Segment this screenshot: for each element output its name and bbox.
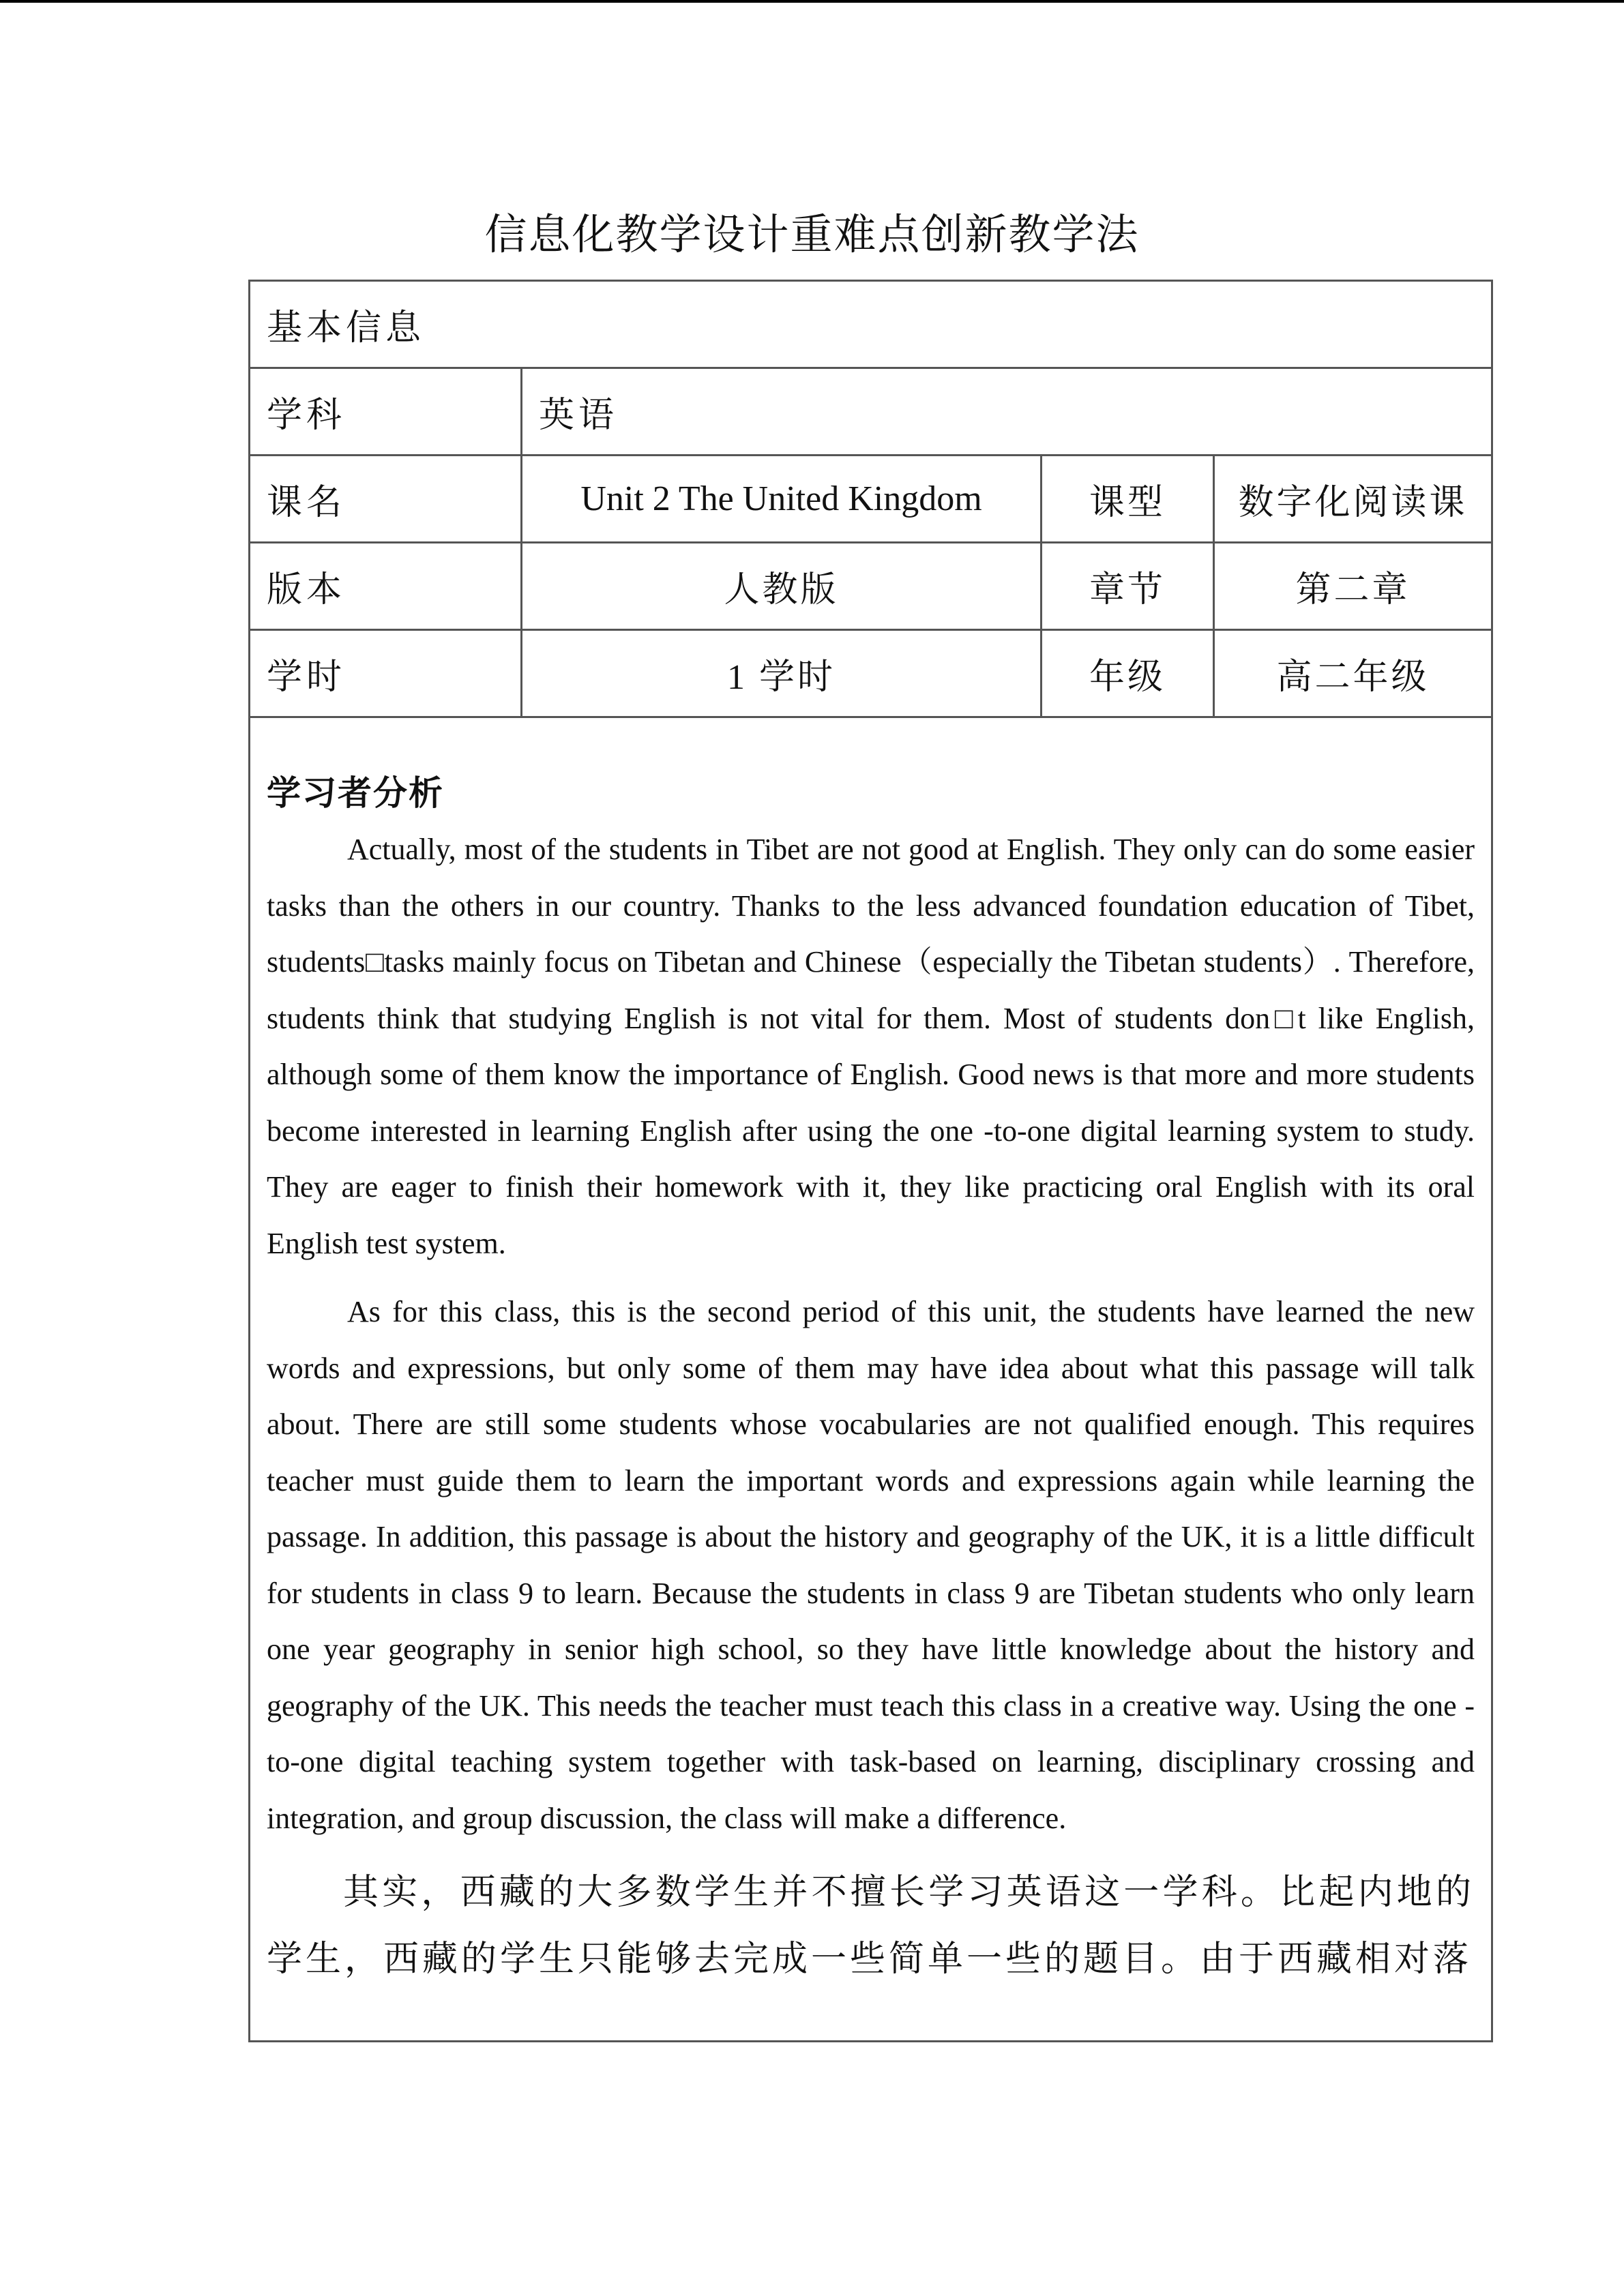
lesson-design-table — [248, 280, 1493, 2042]
hours-row — [250, 630, 1492, 717]
hours-value: 1 学时 — [522, 630, 1042, 717]
learner-analysis-cell — [250, 717, 1492, 2042]
analysis-paragraph-1: Actually, most of the students in Tibet are not good at English. They only can do some easier tasks than the others in our country. Thanks to the less advanced foundation education of Tibet, students□tasks mainly focus on Tibetan and Chinese（especially the Tibetan students）. Therefore, students think that studying English is not vital for them. Most of students don□t like English, although some of them know the importance of English. Good news is that more and more students become interested in learning English after using the one -to-one digital learning system to study. They are eager to finish their homework with it, they like practicing oral English with its oral English test system. — [267, 833, 1475, 1260]
type-value: 数字化阅读课 — [1214, 456, 1492, 543]
learner-analysis-title: 学习者分析 — [267, 773, 444, 813]
hours-label: 学时 — [250, 630, 522, 717]
course-value: Unit 2 The United Kingdom — [522, 456, 1042, 543]
course-label: 课名 — [250, 456, 522, 543]
grade-label: 年级 — [1042, 630, 1214, 717]
chapter-label: 章节 — [1042, 543, 1214, 630]
subject-row — [250, 368, 1492, 456]
course-row — [250, 456, 1492, 543]
basic-info-row — [250, 281, 1492, 368]
basic-info-header: 基本信息 — [250, 281, 1492, 368]
page-title: 信息化教学设计重难点创新教学法 — [484, 212, 1140, 258]
edition-label: 版本 — [250, 543, 522, 630]
edition-value: 人教版 — [522, 543, 1042, 630]
grade-value: 高二年级 — [1214, 630, 1492, 717]
top-border-line — [0, 0, 1624, 3]
analysis-paragraph-2: As for this class, this is the second period of this unit, the students have learned the new words and expressions, but only some of them may have idea about what this passage will talk about. There are still some students whose vocabularies are not qualified enough. This requires teacher must guide them to learn the important words and expressions again while learning the passage. In addition, this passage is about the history and geography of the UK, it is a little difficult for students in class 9 to learn. Because the students in class 9 are Tibetan students who only learn one year geography in senior high school, so they have little knowledge about the history and geography of the UK. This needs the teacher must teach this class in a creative way. Using the one -to-one digital teaching system together with task-based on learning, disciplinary crossing and integration, and group discussion, the class will make a difference. — [267, 1295, 1475, 1835]
subject-label: 学科 — [250, 368, 522, 456]
type-label: 课型 — [1042, 456, 1214, 543]
learner-analysis-row — [250, 717, 1492, 2042]
analysis-paragraph-chinese: 其实，西藏的大多数学生并不擅长学习英语这一学科。比起内地的学生，西藏的学生只能够去完成一些简单一些的题目。由于西藏相对落 — [267, 1872, 1475, 1980]
subject-value: 英语 — [522, 368, 1492, 456]
edition-row — [250, 543, 1492, 630]
chapter-value: 第二章 — [1214, 543, 1492, 630]
